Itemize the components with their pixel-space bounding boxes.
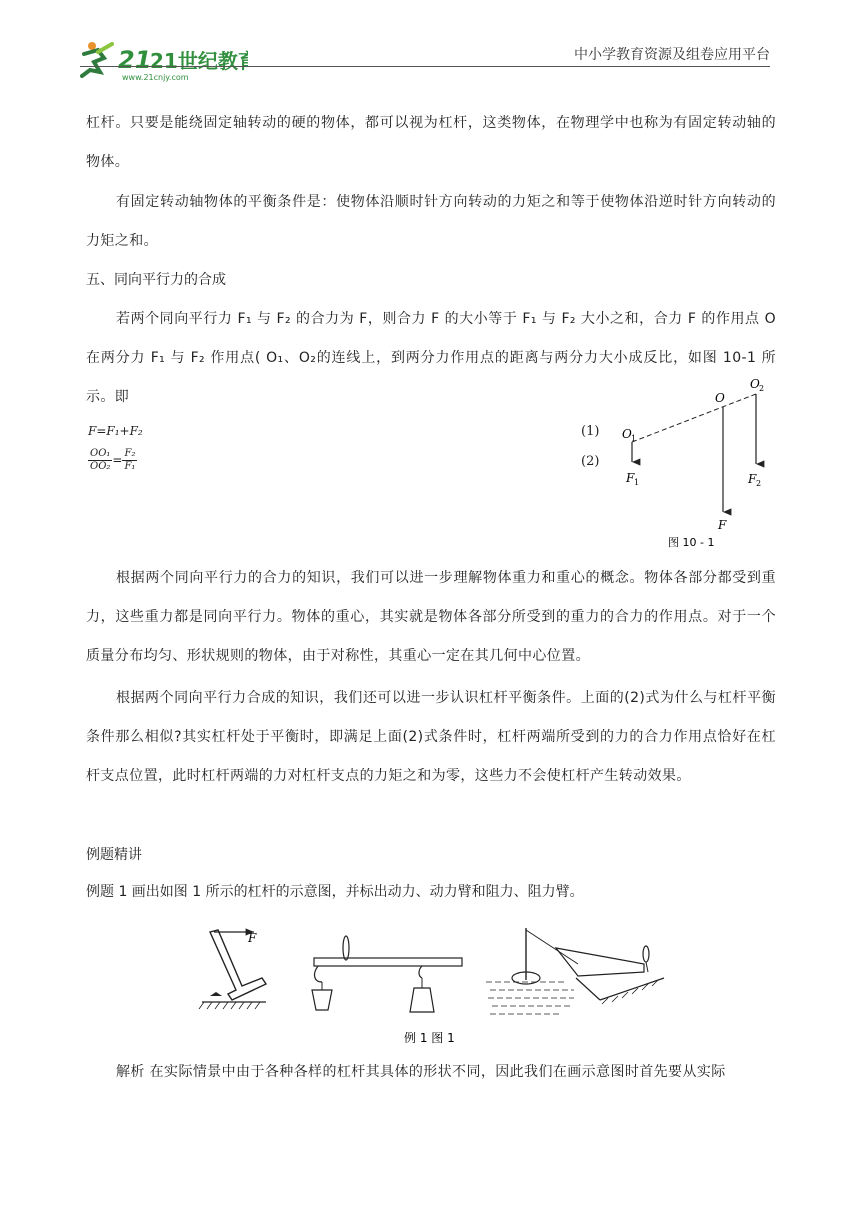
paragraph-center-of-gravity: 根据两个同向平行力的合力的知识，我们可以进一步理解物体重力和重心的概念。物体各部分都受到重力，这些重力都是同向平行力。物体的重心，其实就是物体各部分所受到的重力的合力的作用点。对于一个质量分布均匀、形状规则的物体，由于对称性，其重心一定在其几何中心位置。 — [86, 570, 776, 664]
crowbar-drawing — [199, 930, 266, 1009]
formula-sum: F=F₁+F₂ — [88, 424, 143, 438]
example-1-statement: 例题 1 画出如图 1 所示的杠杆的示意图，并标出动力、动力臂和阻力、阻力臂。 — [86, 884, 584, 900]
ratio-rhs-numerator: F₂ — [124, 448, 136, 459]
example-heading: 例题精讲 — [86, 847, 142, 863]
logo-text: 21世纪教育 — [150, 49, 248, 73]
section-heading-parallel-forces: 五、同向平行力的合成 — [86, 272, 226, 288]
logo-url: www.21cnjy.com — [122, 73, 189, 82]
steelyard-drawing — [312, 936, 462, 1012]
ratio-rhs-denominator: F₁ — [124, 461, 136, 472]
example-1-figure — [196, 920, 666, 1050]
connecting-dashed-line — [632, 394, 756, 442]
equation-number-1: (1) — [581, 424, 600, 439]
example-1-figure-caption: 例 1 图 1 — [404, 1031, 455, 1045]
ratio-equals: = — [112, 453, 123, 467]
header-divider — [80, 66, 770, 67]
formula-ratio — [88, 448, 137, 473]
figure-10-1-diagram — [610, 372, 780, 552]
example-force-label: F — [248, 931, 257, 945]
label-F2-sub: 2 — [756, 479, 762, 488]
label-F: F — [718, 518, 727, 532]
figure-10-1-caption: 图 10 - 1 — [668, 536, 715, 549]
svg-text:21: 21 — [118, 46, 152, 74]
drawbridge-drawing — [486, 928, 664, 1014]
label-F2: F — [748, 472, 757, 486]
paragraph-lever-balance: 根据两个同向平行力合成的知识，我们还可以进一步认识杠杆平衡条件。上面的(2)式为什么与杠杆平衡条件那么相似?其实杠杆处于平衡时，即满足上面(2)式条件时，杠杆两端所受到的力的合力作用点恰好在杠杆支点位置，此时杠杆两端的力对杠杆支点的力矩之和为零，这些力不会使杠杆产生转动效果。 — [86, 690, 776, 784]
logo-graphic — [78, 38, 248, 84]
ratio-denominator: OO₂ — [90, 461, 111, 472]
paragraph-lever-intro: 杠杆。只要是能绕固定轴转动的硬的物体，都可以视为杠杆，这类物体，在物理学中也称为有固定转动轴的物体。 — [86, 115, 776, 170]
label-O: O — [715, 391, 725, 405]
label-O1: O — [622, 427, 632, 441]
label-F1-sub: 1 — [634, 478, 640, 487]
paragraph-parallel-forces: 若两个同向平行力 F₁ 与 F₂ 的合力为 F，则合力 F 的大小等于 F₁ 与 F₂ 大小之和，合力 F 的作用点 O 在两分力 F₁ 与 F₂ 作用点( O₁、O₂的连线上，到两分力作用点的距离与两分力大小成反比，如图 10-1 所示。即 — [86, 311, 776, 405]
site-logo — [78, 38, 248, 84]
equation-number-2: (2) — [581, 454, 600, 469]
header-platform-title: 中小学教育资源及组卷应用平台 — [574, 47, 770, 63]
paragraph-analysis: 解析 在实际情景中由于各种各样的杠杆其具体的形状不同，因此我们在画示意图时首先要从实际 — [116, 1064, 726, 1080]
label-O1-sub: 1 — [631, 434, 637, 443]
label-O2-sub: 2 — [759, 384, 765, 393]
paragraph-equilibrium-condition: 有固定转动轴物体的平衡条件是：使物体沿顺时针方向转动的力矩之和等于使物体沿逆时针方向转动的力矩之和。 — [86, 194, 776, 249]
label-O2: O — [750, 377, 760, 391]
label-F1: F — [626, 471, 635, 485]
ratio-numerator: OO₁ — [90, 448, 111, 459]
